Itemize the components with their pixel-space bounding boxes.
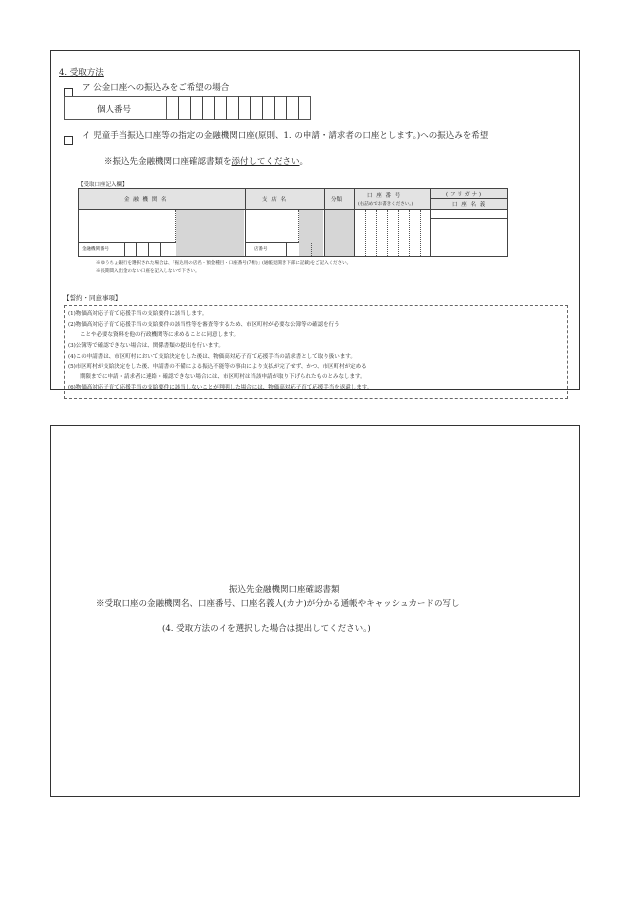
section-heading: 4. 受取方法 <box>59 68 104 78</box>
option-i-checkbox[interactable] <box>64 130 73 149</box>
attachment-title: 振込先金融機関口座確認書類 <box>229 585 340 595</box>
col-branch-name: 支 店 名 <box>262 197 287 203</box>
attachment-description: ※受取口座の金融機関名、口座番号、口座名義人(カナ)が分かる通帳やキャッシュカードの写し <box>96 599 460 609</box>
account-table-caption: 【受取口座記入欄】 <box>78 182 128 188</box>
holder-kana-input[interactable] <box>431 210 507 218</box>
holder-name-input[interactable] <box>431 219 507 256</box>
option-i-label: イ 児童手当振込口座等の指定の金融機関口座(原則、1. の申請・請求者の口座とします。)への振込みを希望 <box>82 131 489 141</box>
col-kana: ( フ リ ガ ナ ) <box>446 192 482 198</box>
col-account-sub: (右詰めでお書きください。) <box>358 202 414 207</box>
consent-item: (3)公簿等で確認できない場合は、関係書類の提出を行います。 <box>68 343 224 349</box>
col-holder: 口 座 名 義 <box>452 202 487 208</box>
attachment-area <box>50 425 580 797</box>
consent-item: 期限までに申請・請求者に連絡・確認できない場合には、市区町村は当該申請が取り下げられたものとみなします。 <box>80 374 366 380</box>
individual-number-label: 個人番号 <box>97 105 132 115</box>
bank-code-label: 金融機関番号 <box>82 247 109 252</box>
attach-note: ※振込先金融機関口座確認書類を添付してください。 <box>104 157 309 167</box>
col-account-number: 口 座 番 号 <box>367 193 402 199</box>
col-bank-name: 金 融 機 関 名 <box>124 197 168 203</box>
consent-item: (6)物価高対応子育て応援手当の支給要件に該当しないことが判明した場合には、物価高対応子育て応援手当を返還します。 <box>68 385 373 391</box>
branch-code-input[interactable] <box>287 243 323 256</box>
bank-code-input[interactable] <box>125 243 175 256</box>
account-type-input[interactable] <box>325 210 354 256</box>
consent-item: (2)物価高対応子育て応援手当の支給要件の該当性等を審査等するため、市区町村が必要な公簿等の確認を行う <box>68 322 340 328</box>
consent-item: (4)この申請書は、市区町村において支給決定をした後は、物価高対応子育て応援手当の請求書として取り扱います。 <box>68 354 356 360</box>
account-number-input[interactable] <box>355 210 430 256</box>
consent-item: (1)物価高対応子育て応援手当の支給要件に該当します。 <box>68 311 208 317</box>
bank-type-shaded <box>176 210 244 256</box>
table-note-1: ※ゆうちょ銀行を選択された場合は、「振込用の店名・預金種目・口座番号(7桁)」(通帳見開き下部に記載)をご記入ください。 <box>96 261 352 266</box>
col-type: 分類 <box>331 197 343 203</box>
consent-item: ことや必要な資料を他の行政機関等に求めることに同意します。 <box>80 332 240 338</box>
table-note-2: ※長期間入出金のない口座を記入しないで下さい。 <box>96 269 200 274</box>
consent-heading: 【誓約・同意事項】 <box>63 294 122 302</box>
option-a-label: ア 公金口座への振込みをご希望の場合 <box>82 83 230 93</box>
attachment-note: (4. 受取方法のイを選択した場合は提出してください。) <box>162 624 371 634</box>
consent-item: (5)市区町村が支給決定をした後、申請書の不備による振込不能等の事由により支払が完了せず、かつ、市区町村が定める <box>68 364 367 370</box>
branch-code-label: 店番号 <box>254 247 268 252</box>
